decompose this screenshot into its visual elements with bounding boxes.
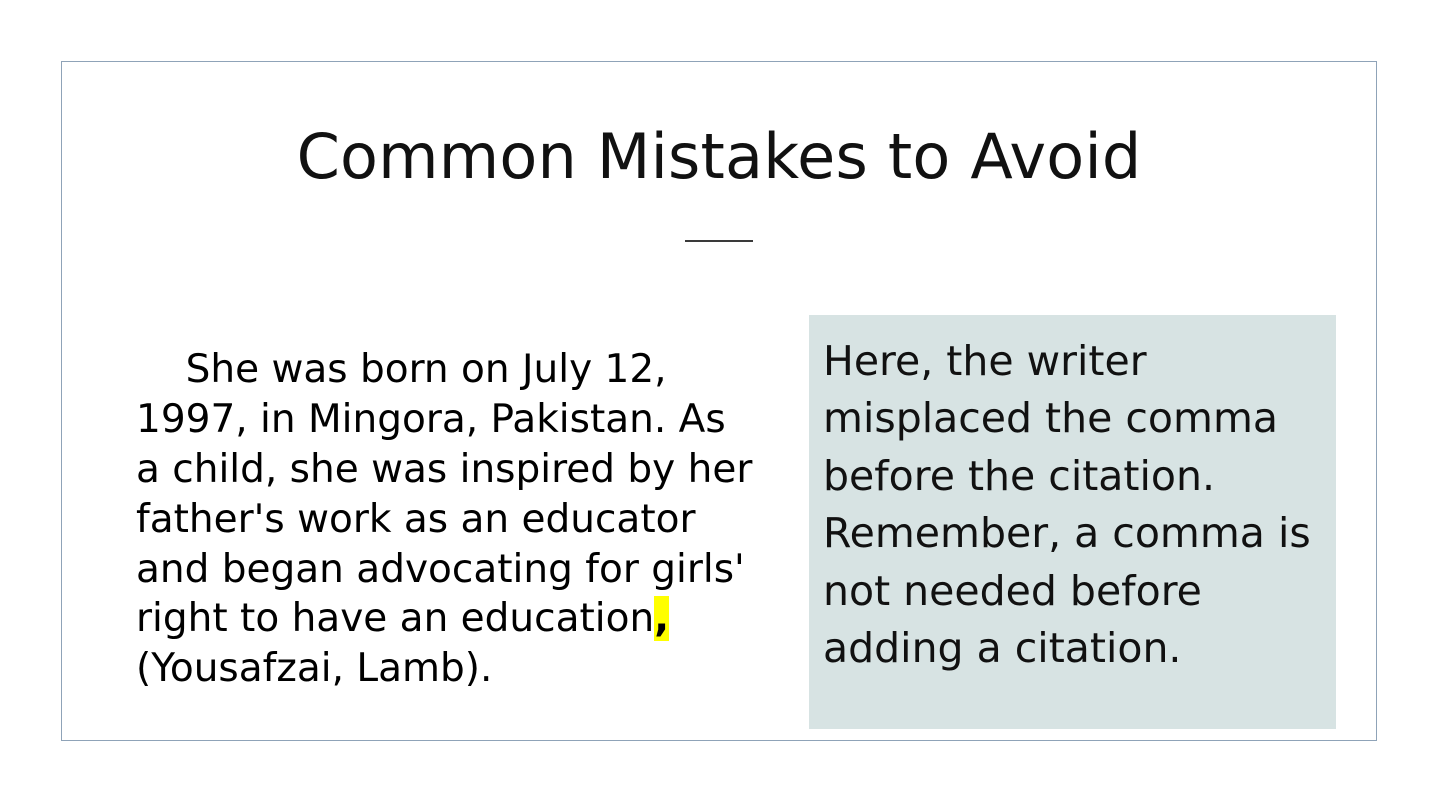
slide	[61, 61, 1377, 741]
highlighted-comma: ,	[654, 596, 670, 642]
page-title: Common Mistakes to Avoid	[296, 120, 1142, 193]
example-paragraph	[136, 295, 765, 744]
explanation-text: Here, the writer misplaced the comma before the citation. Remember, a comma is not needed before adding a citation.	[823, 337, 1324, 672]
explanation-callout	[809, 315, 1336, 729]
paragraph-text-after-highlight: (Yousafzai, Lamb).	[136, 596, 682, 692]
title-divider	[685, 240, 753, 242]
paragraph-text-before-highlight: She was born on July 12, 1997, in Mingora, Pakistan. As a child, she was inspired by her father's work as an educator and began advocating for girls' right to have an education	[136, 346, 765, 642]
